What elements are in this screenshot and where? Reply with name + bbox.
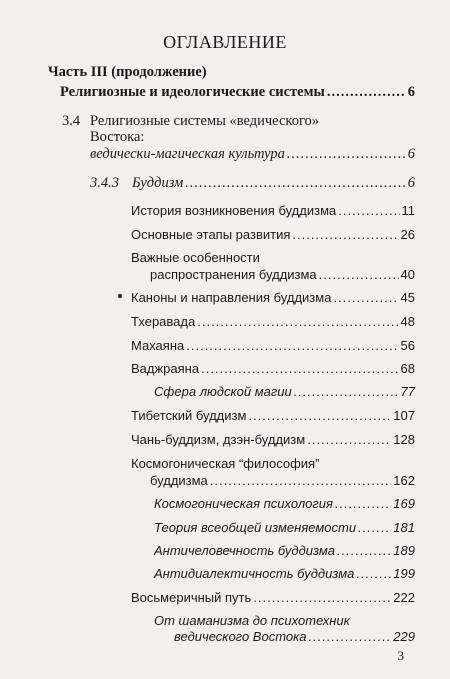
toc-entry[interactable] (154, 520, 415, 535)
toc-page-number: 6 (407, 84, 415, 100)
toc-page-number: 11 (401, 203, 415, 218)
toc-page-number: 40 (400, 267, 415, 282)
toc-entry-label: распространения буддизма (150, 267, 317, 282)
toc-entry[interactable] (131, 290, 415, 305)
section-number: 3.4 (62, 113, 81, 129)
toc-page-number: 128 (393, 432, 415, 447)
section-title-line2: Востока: (90, 129, 145, 145)
toc-page-number: 222 (393, 590, 415, 605)
toc-page-number: 26 (400, 227, 415, 242)
toc-entry-label: ведически-магическая культура (90, 146, 285, 162)
print-speck (118, 294, 122, 298)
toc-entry-part-subtitle[interactable] (60, 84, 415, 101)
dot-leader (253, 590, 391, 605)
toc-entry-label-line1: Космогоническая “философия” (131, 456, 320, 471)
toc-entry[interactable] (154, 384, 415, 399)
toc-entry-label: Восьмеричный путь (131, 590, 252, 605)
toc-entry-label: Тхеравада (131, 314, 196, 329)
dot-leader (210, 473, 392, 488)
toc-entry-label: Античеловечность буддизма (154, 543, 336, 558)
dot-leader (327, 84, 406, 101)
page-number: 3 (397, 648, 404, 663)
toc-entry[interactable] (131, 432, 415, 447)
toc-entry-subsection[interactable] (132, 175, 415, 192)
toc-entry[interactable] (131, 203, 415, 218)
toc-entry-label: Сфера людской магии (154, 384, 292, 399)
toc-entry-label: Ваджраяна (131, 361, 200, 376)
dot-leader (186, 338, 398, 353)
page-title: ОГЛАВЛЕНИЕ (163, 32, 287, 52)
toc-page-number: 189 (393, 543, 415, 558)
toc-entry-label: Основные этапы развития (131, 227, 291, 242)
toc-entry-label: Чань-буддизм, дзэн-буддизм (131, 432, 306, 447)
toc-page-number: 169 (393, 496, 415, 511)
toc-page-number: 162 (393, 473, 415, 488)
toc-page-number: 77 (400, 384, 415, 399)
dot-leader (356, 566, 391, 581)
toc-entry[interactable] (131, 590, 415, 605)
toc-entry[interactable] (150, 267, 415, 282)
dot-leader (308, 629, 391, 644)
toc-entry[interactable] (131, 314, 415, 329)
toc-entry-label: Религиозные и идеологические системы (60, 84, 325, 100)
toc-entry[interactable] (150, 473, 415, 488)
toc-page-number: 68 (400, 361, 415, 376)
toc-page-number: 48 (400, 314, 415, 329)
toc-entry-label: Космогоническая психология (154, 496, 333, 511)
toc-entry-label: Теория всеобщей изменяемости (154, 520, 357, 535)
toc-entry-label: буддизма (150, 473, 208, 488)
toc-entry-label: Буддизм (132, 175, 184, 191)
toc-entry-label: Тибетский буддизм (131, 408, 247, 423)
dot-leader (307, 432, 391, 447)
toc-entry[interactable] (131, 361, 415, 376)
toc-entry-section[interactable] (90, 146, 415, 163)
dot-leader (292, 227, 398, 242)
toc-page-number: 181 (393, 520, 415, 535)
toc-page-number: 229 (393, 629, 415, 644)
toc-page-number: 56 (400, 338, 415, 353)
section-title-line1: Религиозные системы «ведического» (90, 113, 320, 129)
toc-entry-label: ведического Востока (174, 629, 307, 644)
toc-entry[interactable] (154, 496, 415, 511)
toc-entry-label-line1: Важные особенности (131, 250, 260, 265)
toc-page-number: 107 (393, 408, 415, 423)
toc-entry-label: Антидиалектичность буддизма (154, 566, 355, 581)
toc-entry[interactable] (131, 408, 415, 423)
dot-leader (319, 267, 399, 282)
toc-entry[interactable] (154, 566, 415, 581)
toc-entry[interactable] (174, 629, 415, 644)
toc-entry-label: Каноны и направления буддизма (131, 290, 332, 305)
dot-leader (337, 543, 391, 558)
dot-leader (287, 146, 406, 163)
toc-entry-label-line1: От шаманизма до психотехник (154, 613, 350, 628)
dot-leader (335, 496, 391, 511)
dot-leader (338, 203, 399, 218)
dot-leader (201, 361, 398, 376)
toc-page-number: 199 (393, 566, 415, 581)
part-heading: Часть III (продолжение) (48, 64, 207, 80)
toc-entry-label: Махаяна (131, 338, 185, 353)
dot-leader (333, 290, 398, 305)
toc-page-number: 6 (407, 146, 415, 162)
subsection-number: 3.4.3 (90, 175, 119, 191)
dot-leader (294, 384, 399, 399)
toc-entry-label: История возникновения буддизма (131, 203, 337, 218)
toc-page-number: 6 (407, 175, 415, 191)
toc-entry[interactable] (131, 338, 415, 353)
toc-page-number: 45 (400, 290, 415, 305)
dot-leader (358, 520, 391, 535)
dot-leader (185, 175, 406, 192)
dot-leader (248, 408, 391, 423)
toc-entry[interactable] (154, 543, 415, 558)
dot-leader (197, 314, 398, 329)
toc-entry[interactable] (131, 227, 415, 242)
